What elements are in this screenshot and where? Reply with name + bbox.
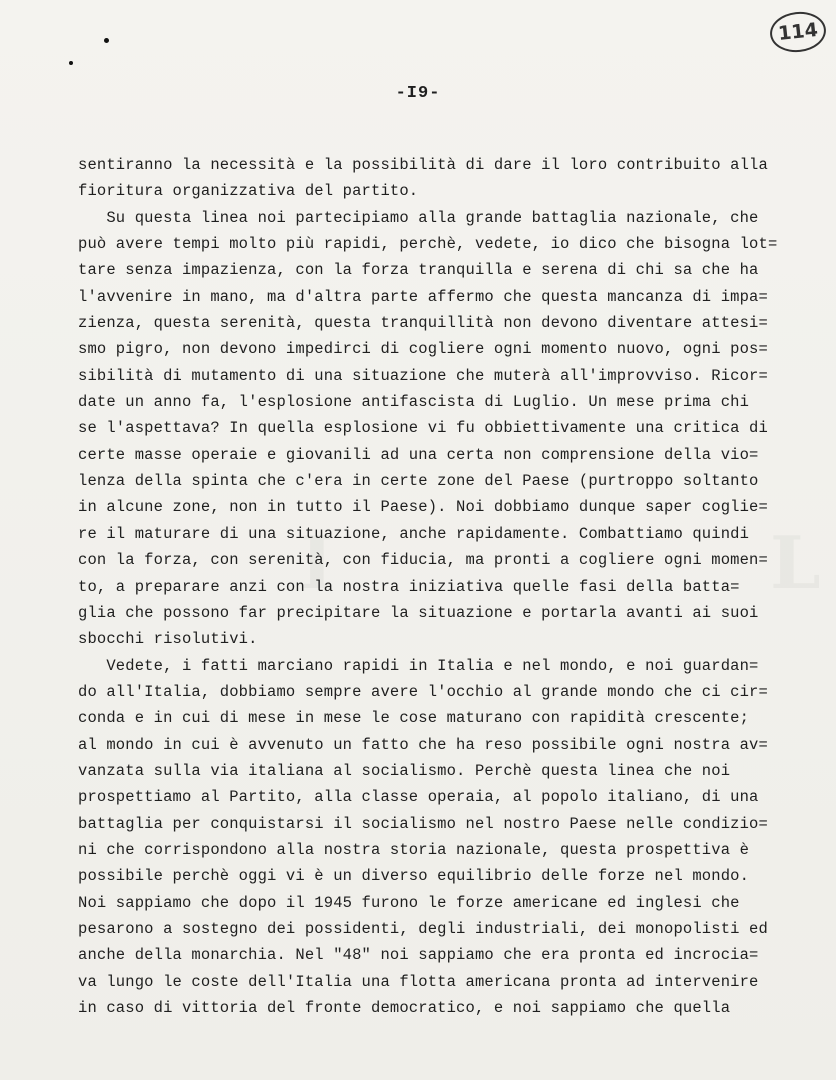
text-line: anche della monarchia. Nel "48" noi sappiamo che era pronta ed incrocia= [78,946,759,965]
text-line: può avere tempi molto più rapidi, perchè, vedete, io dico che bisogna lot= [78,235,778,254]
text-line: ni che corrispondono alla nostra storia nazionale, questa prospettiva è [78,840,750,859]
text-line: possibile perchè oggi vi è un diverso equilibrio delle forze nel mondo. [78,867,750,886]
text-line: sentiranno la necessità e la possibilità di dare il loro contribuito alla [78,156,768,174]
archive-number-stamp [768,9,828,55]
text-line: battaglia per conquistarsi il socialismo nel nostro Paese nelle condizio= [78,814,768,833]
text-line: al mondo in cui è avvenuto un fatto che ha reso possibile ogni nostra av= [78,735,768,754]
text-line: sbocchi risolutivi. [78,630,258,649]
punch-mark [104,38,109,43]
text-line: vanzata sulla via italiana al socialismo. Perchè questa linea che noi [78,761,731,780]
stamp-number: 114 [777,18,819,46]
text-line: lenza della spinta che c'era in certe zone del Paese (purtroppo soltanto [78,472,759,491]
text-line: sibilità di mutamento di una situazione che muterà all'improvviso. Ricor= [78,366,768,385]
text-line: con la forza, con serenità, con fiducia, ma pronti a cogliere ogni momen= [78,551,768,570]
text-line: va lungo le coste dell'Italia una flotta americana pronta ad intervenire [78,972,759,991]
text-line: in caso di vittoria del fronte democratico, e noi sappiamo che quella [78,999,731,1017]
typed-text-body [78,152,798,1021]
text-line: to, a preparare anzi con la nostra iniziativa quelle fasi della batta= [78,577,740,596]
page-number: -I9- [395,84,441,103]
text-line: glia che possono far precipitare la situazione e portarla avanti ai suoi [78,603,759,622]
text-line: Vedete, i fatti marciano rapidi in Italia e nel mondo, e noi guardan= [78,656,759,675]
text-line: conda e in cui di mese in mese le cose maturano con rapidità crescente; [78,709,750,728]
text-line: date un anno fa, l'esplosione antifascista di Luglio. Un mese prima chi [78,393,750,412]
text-line: pesarono a sostegno dei possidenti, degli industriali, dei monopolisti ed [78,919,768,938]
text-line: prospettiamo al Partito, alla classe operaia, al popolo italiano, di una [78,788,759,807]
text-line: smo pigro, non devono impedirci di cogliere ogni momento nuovo, ogni pos= [78,340,768,359]
text-line: l'avvenire in mano, ma d'altra parte affermo che questa mancanza di impa= [78,287,768,306]
text-line: fioritura organizzativa del partito. [78,182,419,201]
punch-mark [69,61,73,65]
text-line: re il maturare di una situazione, anche rapidamente. Combattiamo quindi [78,524,750,543]
text-line: do all'Italia, dobbiamo sempre avere l'occhio al grande mondo che ci cir= [78,682,768,701]
text-line: Su questa linea noi partecipiamo alla grande battaglia nazionale, che [78,208,759,227]
text-line: tare senza impazienza, con la forza tranquilla e serena di chi sa che ha [78,261,759,280]
text-line: se l'aspettava? In quella esplosione vi fu obbiettivamente una critica di [78,419,768,438]
text-line: in alcune zone, non in tutto il Paese). Noi dobbiamo dunque saper coglie= [78,498,768,517]
text-line: certe masse operaie e giovanili ad una certa non comprensione della vio= [78,445,759,464]
text-line: Noi sappiamo che dopo il 1945 furono le forze americane ed inglesi che [78,893,740,912]
text-line: zienza, questa serenità, questa tranquillità non devono diventare attesi= [78,314,768,333]
